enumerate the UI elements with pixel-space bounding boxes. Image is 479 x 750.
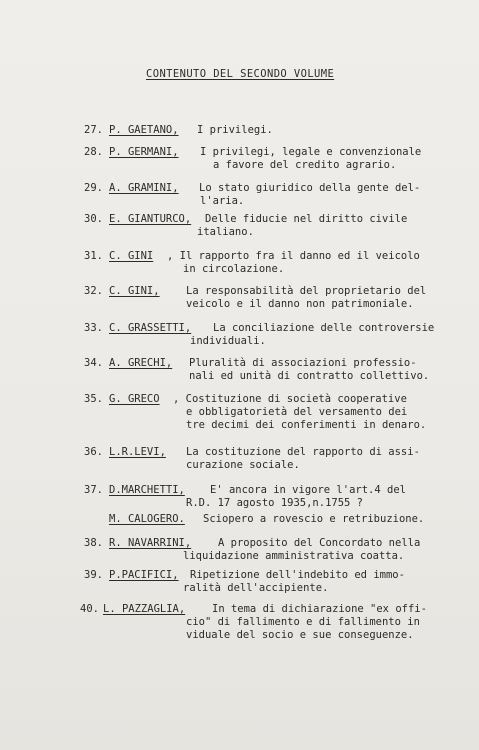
entry-author: A. GRECHI,: [109, 357, 173, 369]
entry-title-line: Sciopero a rovescio e retribuzione.: [203, 513, 425, 525]
entry-author: C. GINI: [109, 250, 154, 262]
entry-title-line: nali ed unità di contratto collettivo.: [189, 370, 430, 382]
entry-author: G. GRECO: [109, 393, 160, 405]
entry-title-line: individuali.: [190, 335, 266, 347]
entry-title-line: l'aria.: [200, 195, 245, 207]
entry-title-line: I privilegi.: [197, 124, 273, 136]
entry-number: 34.: [84, 357, 103, 369]
entry-title-line: veicolo e il danno non patrimoniale.: [186, 298, 414, 310]
entry-number: 39.: [84, 569, 103, 581]
entry-number: 37.: [84, 484, 103, 496]
entry-author: R. NAVARRINI,: [109, 537, 192, 549]
entry-author: D.MARCHETTI,: [109, 484, 185, 496]
entry-author: C. GRASSETTI,: [109, 322, 192, 334]
entry-title-line: viduale del socio e sue conseguenze.: [186, 629, 414, 641]
entry-author: A. GRAMINI,: [109, 182, 179, 194]
entry-author: L.R.LEVI,: [109, 446, 166, 458]
entry-title-line: La costituzione del rapporto di assi-: [186, 446, 420, 458]
entry-number: 31.: [84, 250, 103, 262]
entry-number: 40.: [80, 603, 99, 615]
page-title: CONTENUTO DEL SECONDO VOLUME: [146, 68, 335, 80]
entry-title-line: R.D. 17 agosto 1935,n.1755 ?: [186, 497, 364, 509]
entry-number: 29.: [84, 182, 103, 194]
entry-number: 35.: [84, 393, 103, 405]
entry-title-line: , Costituzione di società cooperative: [173, 393, 407, 405]
entry-author: P. GAETANO,: [109, 124, 179, 136]
entry-number: 33.: [84, 322, 103, 334]
entry-author: P.PACIFICI,: [109, 569, 179, 581]
entry-title-line: , Il rapporto fra il danno ed il veicolo: [167, 250, 420, 262]
entry-title-line: tre decimi dei conferimenti in denaro.: [186, 419, 427, 431]
entry-author: L. PAZZAGLIA,: [103, 603, 186, 615]
entry-title-line: liquidazione amministrativa coatta.: [183, 550, 405, 562]
entry-number: 32.: [84, 285, 103, 297]
entry-number: 27.: [84, 124, 103, 136]
entry-title-line: curazione sociale.: [186, 459, 300, 471]
entry-title-line: Pluralità di associazioni professio-: [189, 357, 417, 369]
entry-author: C. GINI,: [109, 285, 160, 297]
entry-title-line: a favore del credito agrario.: [213, 159, 397, 171]
entry-author: E. GIANTURCO,: [109, 213, 192, 225]
entry-title-line: In tema di dichiarazione "ex offi-: [212, 603, 427, 615]
entry-title-line: ralità dell'accipiente.: [183, 582, 329, 594]
entry-title-line: in circolazione.: [183, 263, 285, 275]
entry-number: 36.: [84, 446, 103, 458]
entry-title-line: e obbligatorietà del versamento dei: [186, 406, 408, 418]
entry-title-line: La conciliazione delle controversie: [213, 322, 435, 334]
entry-title-line: A proposito del Concordato nella: [218, 537, 421, 549]
entry-title-line: La responsabilità del proprietario del: [186, 285, 427, 297]
entry-author: P. GERMANI,: [109, 146, 179, 158]
entry-title-line: italiano.: [197, 226, 254, 238]
entry-number: 28.: [84, 146, 103, 158]
entry-number: 30.: [84, 213, 103, 225]
entry-author: M. CALOGERO.: [109, 513, 185, 525]
entry-title-line: cio" di fallimento e di fallimento in: [186, 616, 420, 628]
entry-title-line: I privilegi, legale e convenzionale: [200, 146, 422, 158]
entry-title-line: Ripetizione dell'indebito ed immo-: [190, 569, 405, 581]
entry-number: 38.: [84, 537, 103, 549]
entry-title-line: E' ancora in vigore l'art.4 del: [210, 484, 406, 496]
entry-title-line: Delle fiducie nel diritto civile: [205, 213, 408, 225]
entry-title-line: Lo stato giuridico della gente del-: [199, 182, 421, 194]
